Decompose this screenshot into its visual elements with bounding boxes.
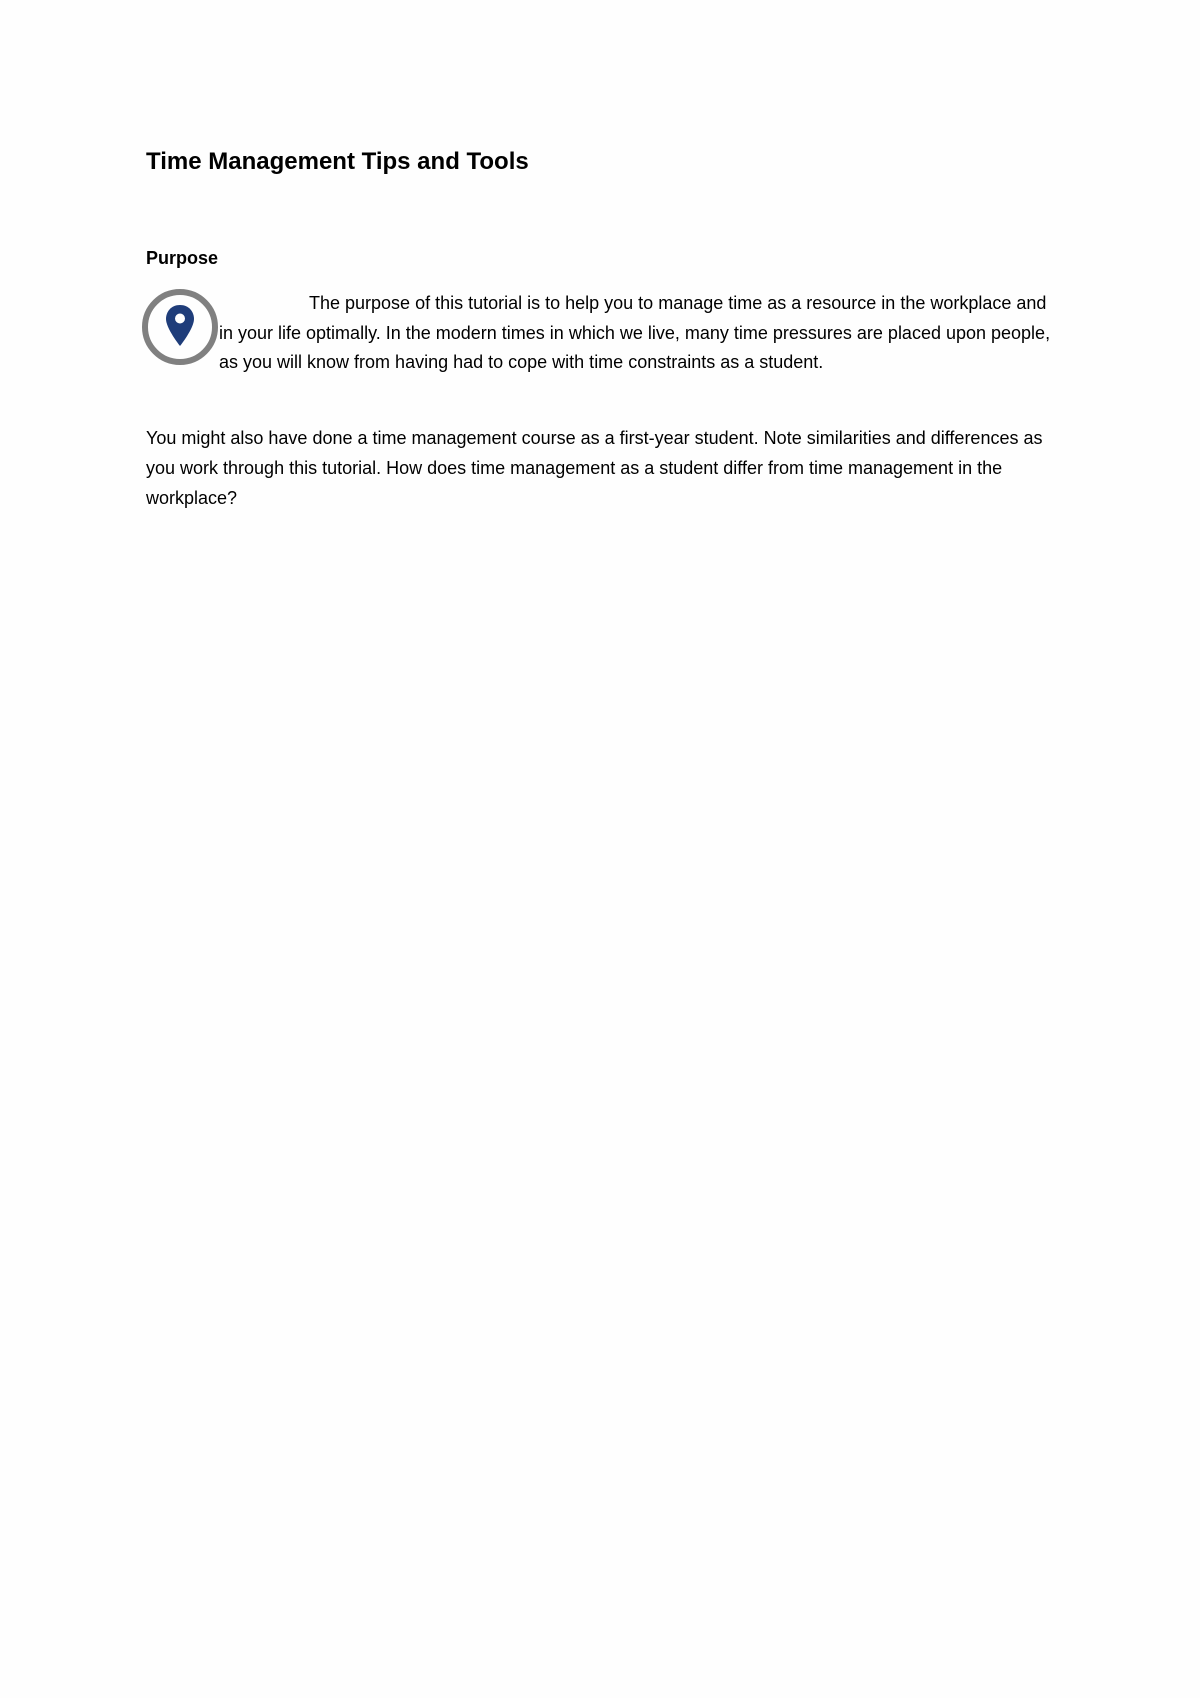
purpose-paragraph: The purpose of this tutorial is to help you to manage time as a resource in the workplace and in your life optimally. In the modern times in which we live, many time pressures are placed upon people, as you will know from having had to cope with time constraints as a student.	[219, 293, 1051, 372]
location-pin-icon	[141, 288, 219, 366]
page-title: Time Management Tips and Tools	[146, 148, 529, 175]
location-pin-icon-graphic	[141, 288, 219, 366]
follow-up-paragraph: You might also have done a time management course as a first-year student. Note similarities and differences as you work through this tutorial. How does time management as a student differ from time management in the workplace?	[146, 428, 1043, 508]
section-heading-purpose: Purpose	[146, 248, 219, 268]
